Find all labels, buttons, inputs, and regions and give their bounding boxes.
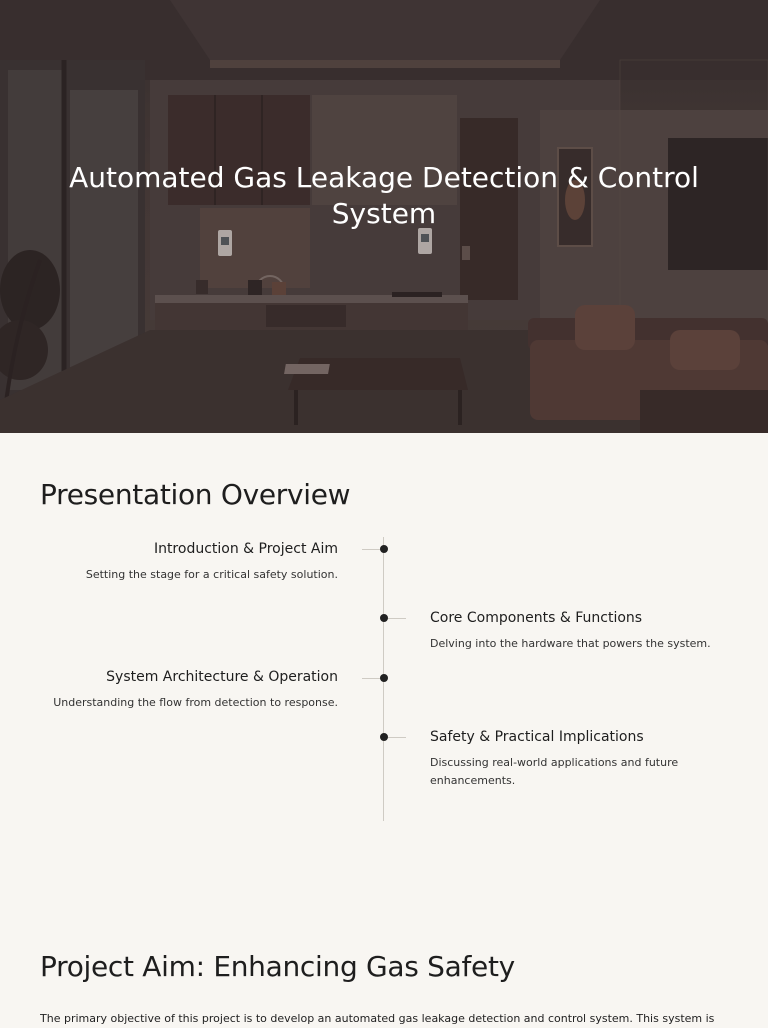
timeline-item bbox=[430, 728, 720, 790]
timeline-item-title: Introduction & Project Aim bbox=[153, 541, 338, 557]
timeline-item-desc: Delving into the hardware that powers the system. bbox=[430, 637, 711, 650]
timeline-item bbox=[430, 609, 730, 653]
timeline-item bbox=[38, 668, 338, 712]
timeline-item-title: Core Components & Functions bbox=[430, 610, 643, 626]
timeline-dot bbox=[380, 614, 388, 622]
timeline-dot bbox=[380, 545, 388, 553]
timeline-item-desc: Discussing real-world applications and future enhancements. bbox=[430, 756, 679, 787]
timeline-item-desc: Understanding the flow from detection to response. bbox=[53, 696, 338, 709]
hero-title: Automated Gas Leakage Detection & Control System bbox=[69, 161, 699, 230]
aim-body: The primary objective of this project is to develop an automated gas leakage detection and control system. This system is bbox=[40, 1012, 715, 1025]
timeline-dot bbox=[380, 674, 388, 682]
timeline-item-title: Safety & Practical Implications bbox=[430, 729, 644, 745]
timeline-dot bbox=[380, 733, 388, 741]
aim-title: Project Aim: Enhancing Gas Safety bbox=[40, 950, 515, 983]
timeline-item-title: System Architecture & Operation bbox=[106, 669, 338, 685]
timeline-item-desc: Setting the stage for a critical safety solution. bbox=[85, 568, 338, 581]
timeline-item bbox=[38, 540, 338, 584]
hero-banner bbox=[0, 0, 768, 433]
overview-title: Presentation Overview bbox=[40, 478, 351, 511]
